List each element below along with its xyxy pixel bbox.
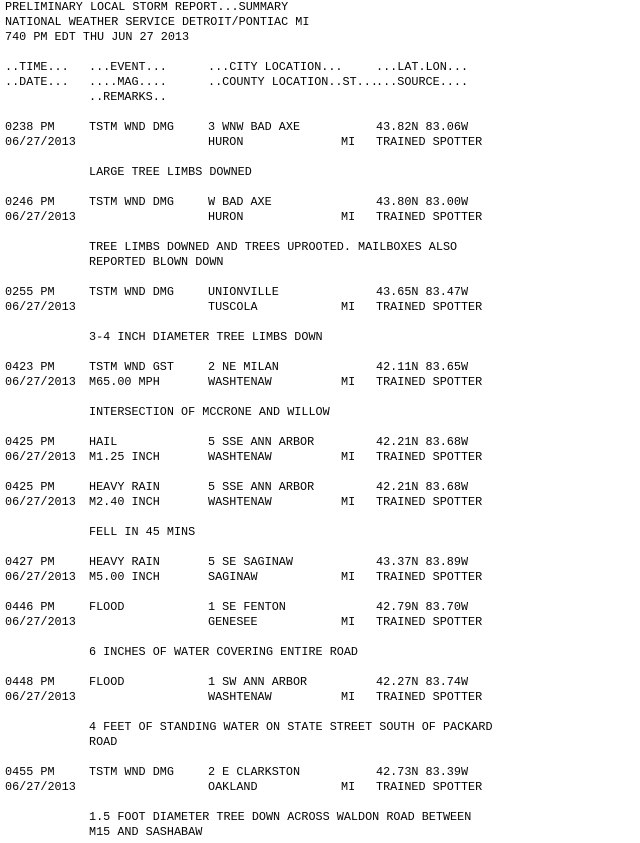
report-remarks-text: TREE LIMBS DOWNED AND TREES UPROOTED. MAILBOXES ALSO: [89, 240, 458, 254]
report-remarks-text: 4 FEET OF STANDING WATER ON STATE STREET SOUTH OF PACKARD: [89, 720, 493, 734]
report-latlon: 42.11N 83.65W: [376, 360, 469, 374]
report-time: 0238 PM: [5, 120, 55, 134]
report-remarks-text: ROAD: [89, 735, 118, 749]
report-event: HEAVY RAIN: [89, 555, 160, 569]
report-source: TRAINED SPOTTER: [376, 780, 483, 794]
report-remarks-text: INTERSECTION OF MCCRONE AND WILLOW: [89, 405, 330, 419]
report-remarks-text: 3-4 INCH DIAMETER TREE LIMBS DOWN: [89, 330, 323, 344]
report-event: TSTM WND DMG: [89, 765, 174, 779]
report-latlon: 42.79N 83.70W: [376, 600, 469, 614]
report-event: TSTM WND DMG: [89, 195, 174, 209]
report-event: HEAVY RAIN: [89, 480, 160, 494]
report-event: FLOOD: [89, 675, 125, 689]
report-latlon: 42.21N 83.68W: [376, 435, 469, 449]
report-title: PRELIMINARY LOCAL STORM REPORT...SUMMARY: [5, 0, 289, 14]
report-county: GENESEE: [208, 615, 258, 629]
report-state: MI: [341, 450, 356, 464]
report-county: WASHTENAW: [208, 495, 272, 509]
report-county: WASHTENAW: [208, 375, 272, 389]
report-city: 2 NE MILAN: [208, 360, 279, 374]
legend-remarks: ..REMARKS..: [89, 90, 167, 104]
report-remarks-text: 1.5 FOOT DIAMETER TREE DOWN ACROSS WALDON ROAD BETWEEN: [89, 810, 472, 824]
report-source: TRAINED SPOTTER: [376, 450, 483, 464]
report-state: MI: [341, 615, 356, 629]
report-date: 06/27/2013: [5, 615, 76, 629]
legend-source: ...SOURCE....: [376, 75, 469, 89]
legend-date: ..DATE...: [5, 75, 69, 89]
report-time: 0423 PM: [5, 360, 55, 374]
report-date: 06/27/2013: [5, 375, 76, 389]
report-latlon: 43.65N 83.47W: [376, 285, 469, 299]
report-county: HURON: [208, 135, 244, 149]
report-time: 0446 PM: [5, 600, 55, 614]
legend-county: ..COUNTY LOCATION..ST...: [208, 75, 378, 89]
report-city: W BAD AXE: [208, 195, 272, 209]
report-county: TUSCOLA: [208, 300, 258, 314]
report-county: OAKLAND: [208, 780, 258, 794]
report-date: 06/27/2013: [5, 450, 76, 464]
report-latlon: 43.37N 83.89W: [376, 555, 469, 569]
report-city: 1 SE FENTON: [208, 600, 286, 614]
report-event: TSTM WND DMG: [89, 120, 174, 134]
report-time: 0448 PM: [5, 675, 55, 689]
report-city: 5 SSE ANN ARBOR: [208, 480, 315, 494]
report-remarks-text: 6 INCHES OF WATER COVERING ENTIRE ROAD: [89, 645, 359, 659]
report-time: 0255 PM: [5, 285, 55, 299]
issued-line: 740 PM EDT THU JUN 27 2013: [5, 30, 190, 44]
report-source: TRAINED SPOTTER: [376, 135, 483, 149]
report-latlon: 42.27N 83.74W: [376, 675, 469, 689]
report-event: HAIL: [89, 435, 118, 449]
report-date: 06/27/2013: [5, 210, 76, 224]
report-latlon: 43.80N 83.00W: [376, 195, 469, 209]
report-remarks-text: M15 AND SASHABAW: [89, 825, 203, 839]
report-magnitude: M65.00 MPH: [89, 375, 160, 389]
report-state: MI: [341, 375, 356, 389]
report-city: 5 SSE ANN ARBOR: [208, 435, 315, 449]
legend-row-3: [5, 90, 167, 105]
report-source: TRAINED SPOTTER: [376, 300, 483, 314]
legend-row-2: [5, 75, 469, 90]
report-magnitude: M2.40 INCH: [89, 495, 160, 509]
report-date: 06/27/2013: [5, 780, 76, 794]
report-state: MI: [341, 135, 356, 149]
report-magnitude: M5.00 INCH: [89, 570, 160, 584]
report-state: MI: [341, 570, 356, 584]
report-source: TRAINED SPOTTER: [376, 690, 483, 704]
report-magnitude: M1.25 INCH: [89, 450, 160, 464]
report-time: 0246 PM: [5, 195, 55, 209]
report-state: MI: [341, 300, 356, 314]
legend-city: ...CITY LOCATION...: [208, 60, 343, 74]
report-source: TRAINED SPOTTER: [376, 375, 483, 389]
report-latlon: 43.82N 83.06W: [376, 120, 469, 134]
report-date: 06/27/2013: [5, 570, 76, 584]
report-date: 06/27/2013: [5, 690, 76, 704]
legend-row-1: [5, 60, 469, 75]
report-source: TRAINED SPOTTER: [376, 210, 483, 224]
report-county: WASHTENAW: [208, 450, 272, 464]
report-event: FLOOD: [89, 600, 125, 614]
report-event: TSTM WND DMG: [89, 285, 174, 299]
report-remarks-text: REPORTED BLOWN DOWN: [89, 255, 224, 269]
report-state: MI: [341, 780, 356, 794]
report-source: TRAINED SPOTTER: [376, 570, 483, 584]
report-latlon: 42.21N 83.68W: [376, 480, 469, 494]
report-time: 0455 PM: [5, 765, 55, 779]
report-state: MI: [341, 690, 356, 704]
report-city: 2 E CLARKSTON: [208, 765, 301, 779]
legend-event: ...EVENT...: [89, 60, 167, 74]
report-time: 0425 PM: [5, 480, 55, 494]
report-city: 3 WNW BAD AXE: [208, 120, 301, 134]
report-remarks-text: FELL IN 45 MINS: [89, 525, 196, 539]
report-state: MI: [341, 495, 356, 509]
report-county: HURON: [208, 210, 244, 224]
report-city: 1 SW ANN ARBOR: [208, 675, 308, 689]
legend-time: ..TIME...: [5, 60, 69, 74]
report-remarks-text: LARGE TREE LIMBS DOWNED: [89, 165, 252, 179]
report-date: 06/27/2013: [5, 135, 76, 149]
report-date: 06/27/2013: [5, 495, 76, 509]
legend-mag: ....MAG....: [89, 75, 167, 89]
report-source: TRAINED SPOTTER: [376, 495, 483, 509]
report-state: MI: [341, 210, 356, 224]
report-event: TSTM WND GST: [89, 360, 174, 374]
office-line: NATIONAL WEATHER SERVICE DETROIT/PONTIAC MI: [5, 15, 310, 29]
report-time: 0425 PM: [5, 435, 55, 449]
legend-latlon: ...LAT.LON...: [376, 60, 469, 74]
report-county: WASHTENAW: [208, 690, 272, 704]
report-latlon: 42.73N 83.39W: [376, 765, 469, 779]
report-time: 0427 PM: [5, 555, 55, 569]
report-city: UNIONVILLE: [208, 285, 279, 299]
report-county: SAGINAW: [208, 570, 258, 584]
report-source: TRAINED SPOTTER: [376, 615, 483, 629]
report-date: 06/27/2013: [5, 300, 76, 314]
report-city: 5 SE SAGINAW: [208, 555, 293, 569]
